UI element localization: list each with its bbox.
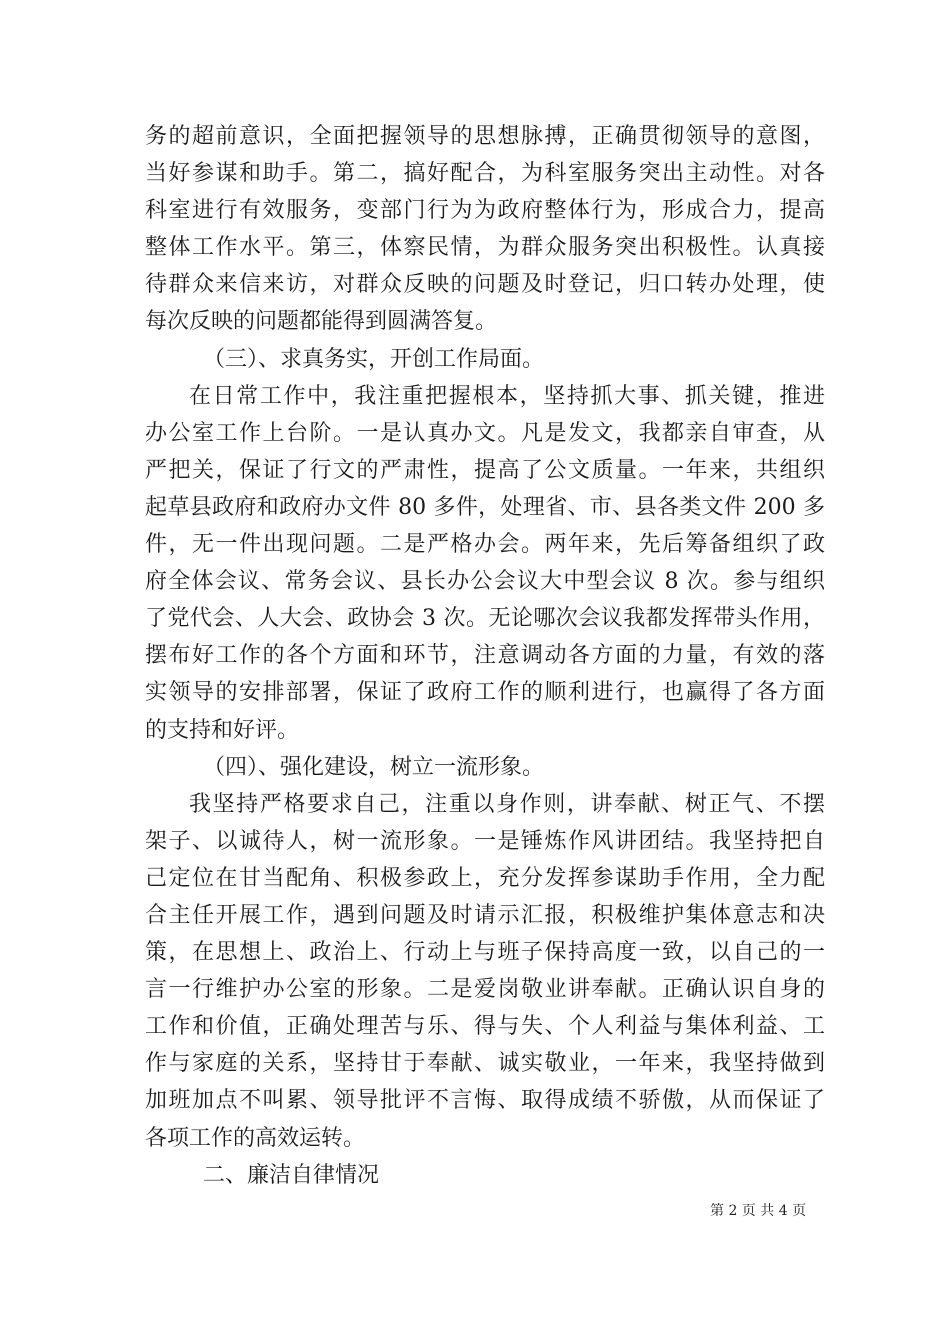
text-line: 架子、以诚待人，树一流形象。一是锤炼作风讲团结。我坚持把自 (145, 828, 825, 854)
text-line: 合主任开展工作，遇到问题及时请示汇报，积极维护集体意志和决 (145, 902, 825, 928)
section-heading-4: （四）、强化建设，树立一流形象。 (203, 754, 545, 780)
text-line: 务的超前意识，全面把握领导的思想脉搏，正确贯彻领导的意图， (145, 124, 825, 149)
text-line: 了党代会、人大会、政协会 3 次。无论哪次会议我都发挥带头作用， (145, 606, 825, 632)
text-line: 起草县政府和政府办文件 80 多件，处理省、市、县各类文件 200 多 (145, 494, 825, 520)
text-line: 严把关，保证了行文的严肃性，提高了公文质量。一年来，共组织 (145, 457, 825, 483)
text-line: 件，无一件出现问题。二是严格办会。两年来，先后筹备组织了政 (145, 532, 825, 558)
section-heading-2: 二、廉洁自律情况 (203, 1162, 380, 1188)
text-line: 言一行维护办公室的形象。二是爱岗敬业讲奉献。正确认识自身的 (145, 977, 825, 1003)
section-heading-3: （三）、求真务实，开创工作局面。 (203, 346, 545, 372)
text-line: 各项工作的高效运转。 (145, 1125, 366, 1151)
text-line: 作与家庭的关系，坚持甘于奉献、诚实敬业，一年来，我坚持做到 (145, 1051, 825, 1077)
text-line: 工作和价值，正确处理苦与乐、得与失、个人利益与集体利益、工 (145, 1014, 825, 1040)
text-line: 加班加点不叫累、领导批评不言悔、取得成绩不骄傲，从而保证了 (145, 1088, 825, 1114)
text-line: 实领导的安排部署，保证了政府工作的顺利进行，也赢得了各方面 (145, 680, 825, 706)
text-line: 每次反映的问题都能得到圆满答复。 (145, 309, 498, 335)
text-line: 整体工作水平。第三，体察民情，为群众服务突出积极性。认真接 (145, 235, 825, 261)
text-line: 办公室工作上台阶。一是认真办文。凡是发文，我都亲自审查，从 (145, 420, 825, 446)
text-line: 我坚持严格要求自己，注重以身作则，讲奉献、树正气、不摆 (189, 791, 825, 817)
text-line: 府全体会议、常务会议、县长办公会议大中型会议 8 次。参与组织 (145, 569, 825, 595)
text-line: 策，在思想上、政治上、行动上与班子保持高度一致，以自己的一 (145, 940, 825, 966)
text-line: 待群众来信来访，对群众反映的问题及时登记，归口转办处理，使 (145, 272, 825, 298)
text-line: 己定位在甘当配角、积极参政上，充分发挥参谋助手作用，全力配 (145, 865, 825, 891)
text-line: 科室进行有效服务，变部门行为为政府整体行为，形成合力，提高 (145, 198, 825, 224)
text-line: 当好参谋和助手。第二，搞好配合，为科室服务突出主动性。对各 (145, 161, 825, 187)
page-number-footer: 第 2 页 共 4 页 (710, 1203, 807, 1219)
document-body (145, 118, 825, 1194)
text-line: 在日常工作中，我注重把握根本，坚持抓大事、抓关键，推进 (189, 383, 825, 409)
text-line: 的支持和好评。 (145, 717, 300, 743)
text-line: 摆布好工作的各个方面和环节，注意调动各方面的力量，有效的落 (145, 643, 825, 669)
